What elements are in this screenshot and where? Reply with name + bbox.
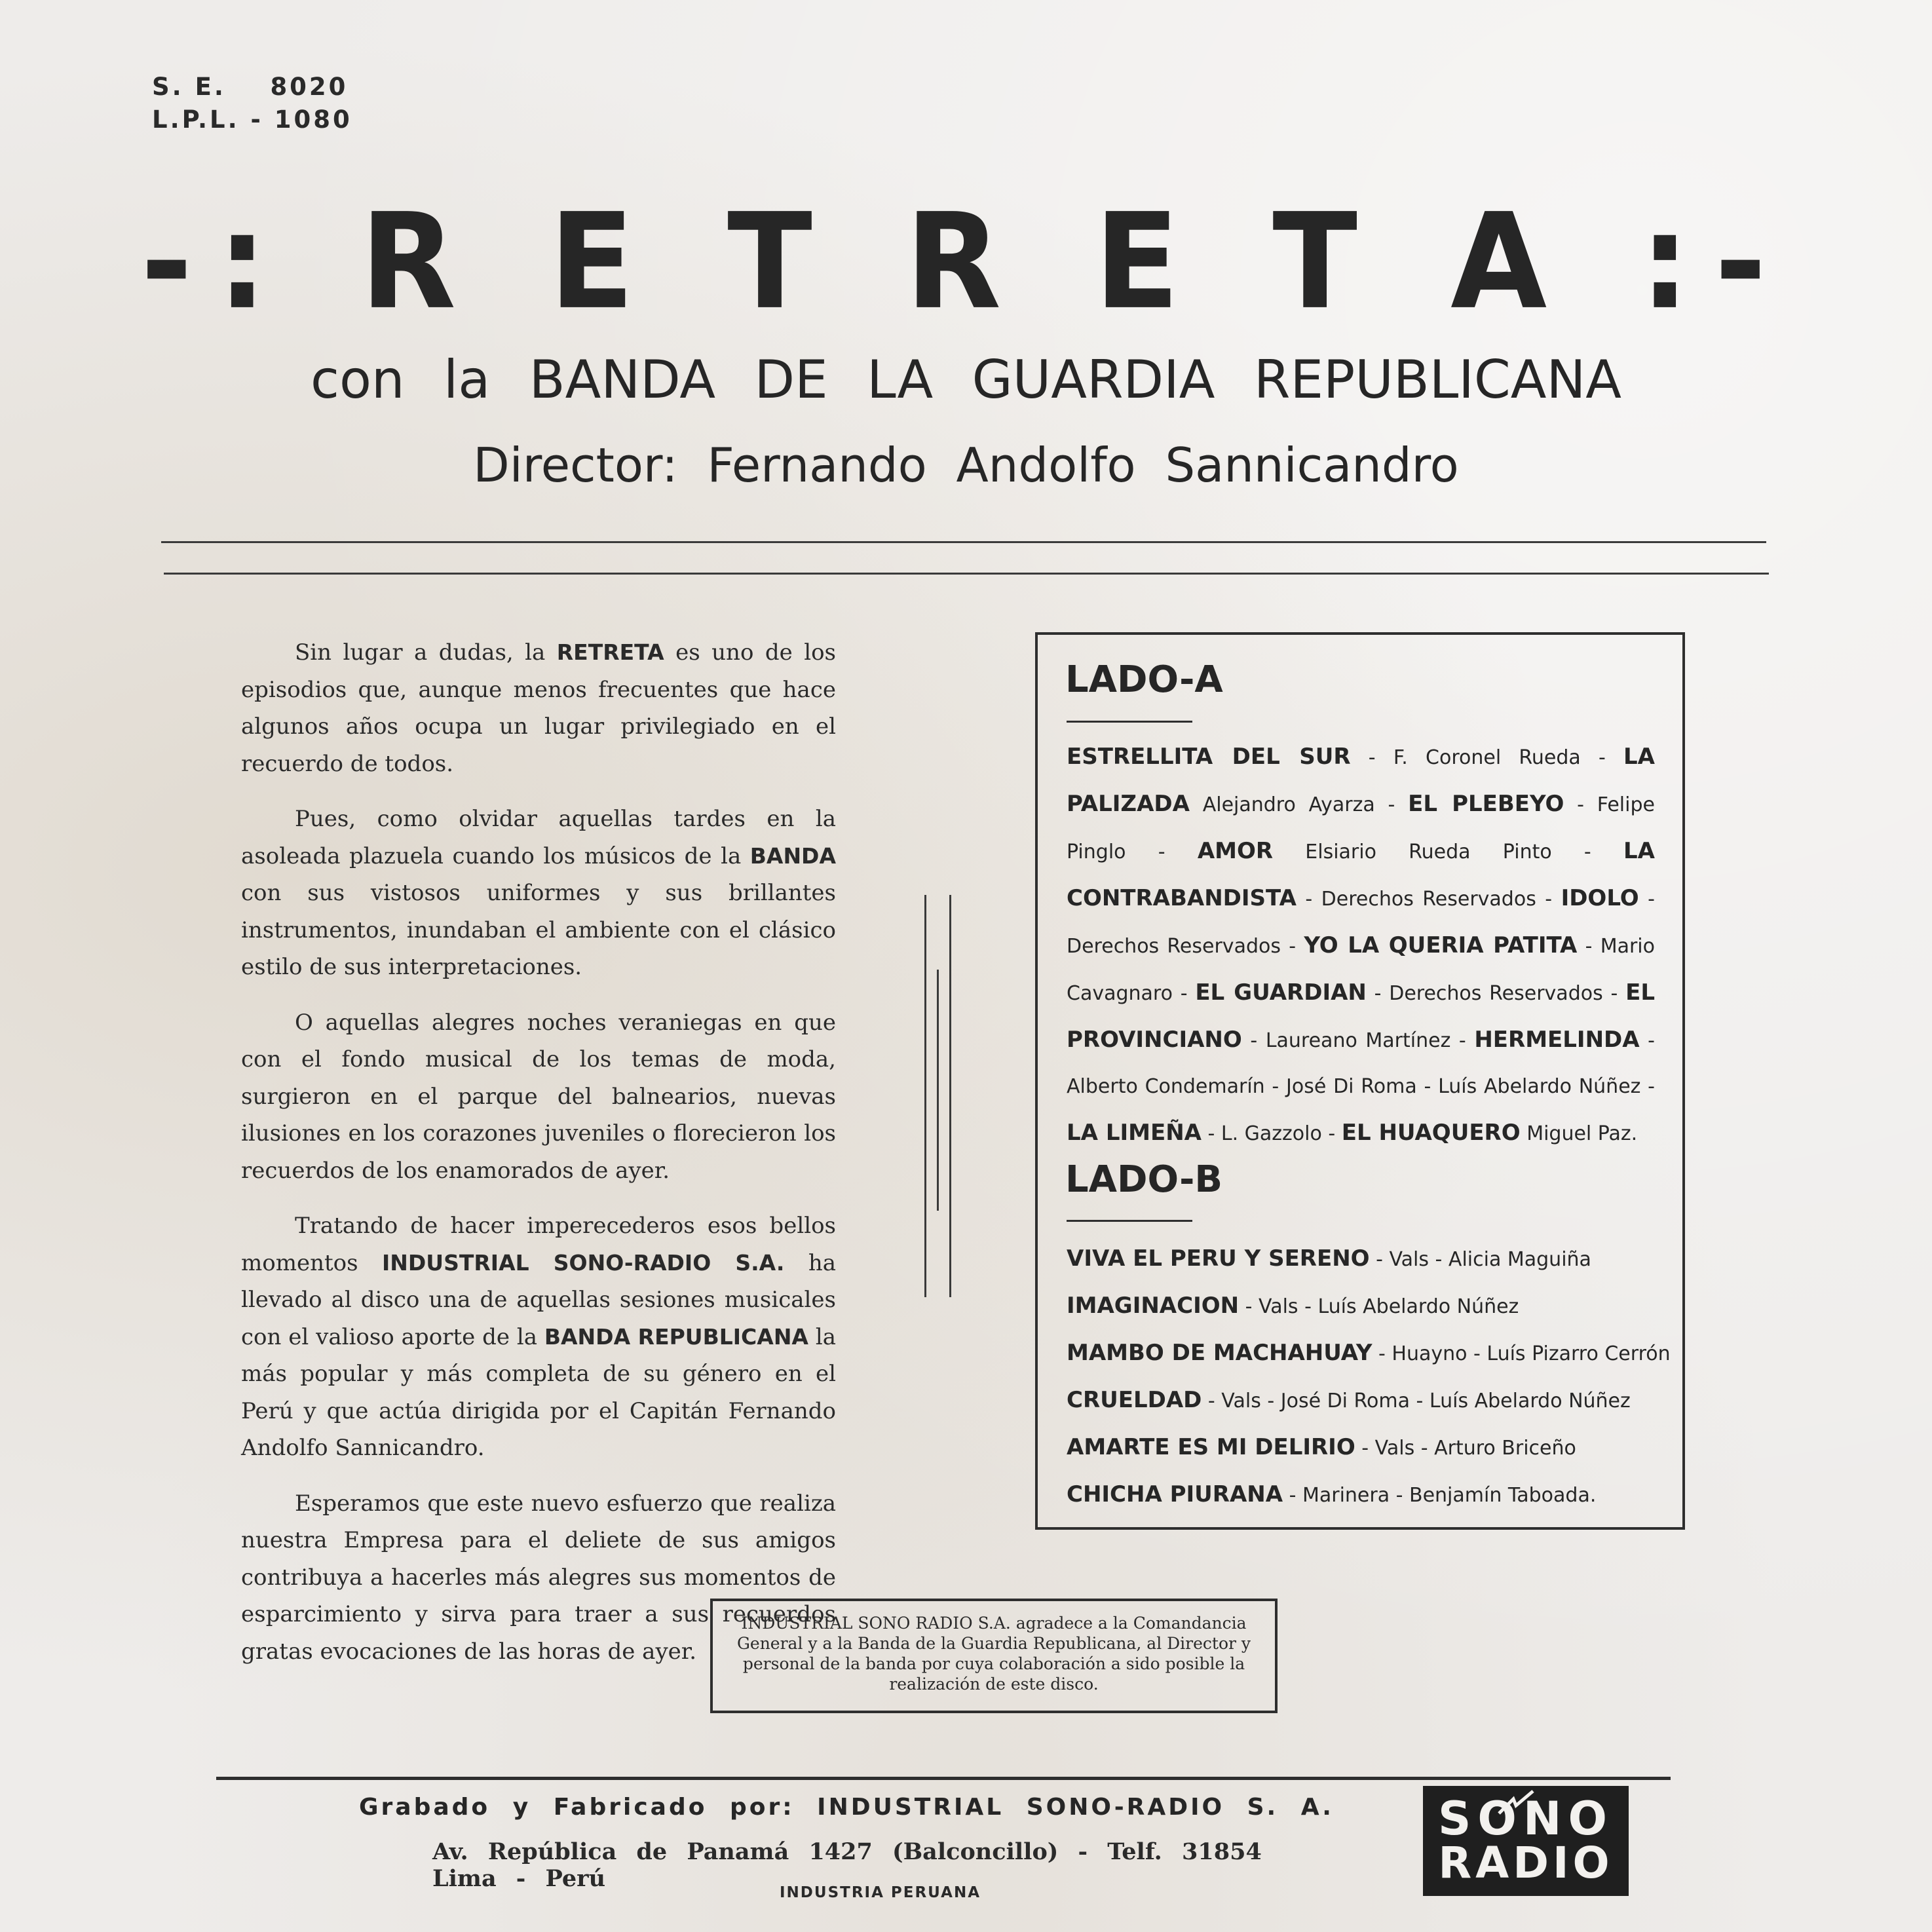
track-genre: Vals xyxy=(1221,1390,1261,1412)
track-credit: Elsiario Rueda Pinto xyxy=(1305,841,1552,863)
track-credit: Miguel Paz. xyxy=(1526,1122,1638,1145)
liner-paragraph-2: Pues, como olvidar aquellas tardes en la asoleada plazuela cuando los músicos de la BANDA con sus vistosos uniformes y sus brillantes instrumentos, inundaban el ambiente con el clásico estilo de sus interpretaciones. xyxy=(241,806,836,980)
side-a-underline xyxy=(1067,721,1192,723)
decorative-bar-left xyxy=(924,895,926,1297)
catalog-number-se: S. E. 8020 xyxy=(152,73,349,101)
track-title: CRUELDAD xyxy=(1067,1387,1202,1413)
track-credit: L. Gazzolo xyxy=(1221,1122,1322,1145)
track-genre: Vals xyxy=(1374,1437,1415,1460)
track-title: MAMBO DE MACHAHUAY xyxy=(1067,1340,1373,1366)
track-title: CHICHA PIURANA xyxy=(1067,1481,1283,1507)
track-credit: Mario Cavagnaro xyxy=(1067,935,1655,1005)
logo-text-radio: RADIO xyxy=(1438,1838,1614,1888)
track-genre: Huayno xyxy=(1392,1342,1468,1365)
album-title: -: R E T R E T A :- xyxy=(140,185,1792,339)
manufacturer-credit: Grabado y Fabricado por: INDUSTRIAL SONO-RADIO S. A. xyxy=(359,1794,1334,1821)
track-credit: F. Coronel Rueda xyxy=(1393,746,1581,769)
track-genre: Vals xyxy=(1389,1248,1430,1271)
track-credit: Luís Abelardo Núñez xyxy=(1317,1295,1519,1318)
track-genre: Vals xyxy=(1259,1295,1298,1318)
track-row: CHICHA PIURANA - Marinera - Benjamín Taboada. xyxy=(1067,1481,1597,1507)
title-divider-bottom xyxy=(164,573,1769,575)
track-title: IDOLO xyxy=(1561,885,1639,911)
liner-bold-banda: BANDA xyxy=(749,843,836,869)
track-title: EL PLEBEYO xyxy=(1408,791,1564,817)
track-credit: Alberto Condemarín - José Di Roma xyxy=(1067,1075,1417,1098)
industria-peruana-label: INDUSTRIA PERUANA xyxy=(780,1884,981,1901)
decorative-bar-middle xyxy=(937,970,939,1211)
track-credit: Felipe Pinglo xyxy=(1067,793,1655,863)
track-title: HERMELINDA xyxy=(1474,1027,1640,1053)
liner-paragraph-3: O aquellas alegres noches veraniegas en que con el fondo musical de los temas de moda, surgieron en el parque del balnearios, nuevas ilusiones en los corazones juveniles o florecieron los recuerdos de los enamorados de ayer. xyxy=(241,1009,836,1184)
catalog-numbers xyxy=(152,71,352,136)
decorative-bar-right xyxy=(949,895,951,1297)
track-title: AMOR xyxy=(1197,838,1274,864)
side-b-heading: LADO-B xyxy=(1065,1158,1223,1201)
track-title: ESTRELLITA DEL SUR xyxy=(1067,744,1351,770)
track-credit: Derechos Reservados xyxy=(1321,888,1536,911)
liner-bold-retreta: RETRETA xyxy=(556,639,664,665)
liner-paragraph-5: Esperamos que este nuevo esfuerzo que realiza nuestra Empresa para el deliete de sus amigos contribuya a hacerles más alegres sus momentos de esparcimiento y sirva para traer a sus recuerdos gratas evocaciones de las horas de ayer. xyxy=(241,1490,836,1665)
track-title: LA LIMEÑA xyxy=(1067,1120,1202,1146)
track-credit: Benjamín Taboada. xyxy=(1409,1484,1597,1507)
catalog-number-lpl: L.P.L. - 1080 xyxy=(152,105,352,134)
track-title: LA CONTRABANDISTA xyxy=(1067,838,1655,911)
title-divider-top xyxy=(161,541,1766,543)
track-title: EL HUAQUERO xyxy=(1341,1120,1521,1146)
side-a-heading: LADO-A xyxy=(1065,658,1223,701)
track-credit: José Di Roma - Luís Abelardo Núñez xyxy=(1280,1390,1631,1412)
director-line: Director: Fernando Andolfo Sannicandro xyxy=(473,438,1459,493)
track-title: LA PALIZADA xyxy=(1067,744,1655,817)
track-credit: Laureano Martínez xyxy=(1265,1029,1451,1052)
track-credit: Luís Pizarro Cerrón xyxy=(1487,1342,1671,1365)
track-title: VIVA EL PERU Y SERENO xyxy=(1067,1245,1370,1272)
acknowledgement-box: INDUSTRIAL SONO RADIO S.A. agradece a la Comandancia General y a la Banda de la Guardia Republicana, al Director y personal de la banda por cuya colaboración a sido posible la realización de este disco. xyxy=(710,1599,1278,1713)
track-row: AMARTE ES MI DELIRIO - Vals - Arturo Briceño xyxy=(1067,1434,1576,1460)
side-b-track-list xyxy=(1067,1236,1671,1519)
track-title: YO LA QUERIA PATITA xyxy=(1304,932,1578,958)
side-a-track-list: ESTRELLITA DEL SUR - F. Coronel Rueda - LA PALIZADA Alejandro Ayarza - EL PLEBEYO - Felipe Pinglo - AMOR Elsiario Rueda Pinto - LA CONTRABANDISTA - Derechos Reservados - IDOLO - Derechos Reservados - YO LA QUERIA PATITA - Mario Cavagnaro - EL GUARDIAN - Derechos Reservados - EL PROVINCIANO - Laureano Martínez - HERMELINDA - Alberto Condemarín - José Di Roma - Luís Abelardo Núñez - LA LIMEÑA - L. Gazzolo - EL HUAQUERO Miguel Paz. xyxy=(1067,744,1655,1146)
track-title: IMAGINACION xyxy=(1067,1293,1240,1319)
track-credit: Alejandro Ayarza xyxy=(1202,793,1375,816)
track-title: EL PROVINCIANO xyxy=(1067,979,1655,1053)
album-subtitle: con la BANDA DE LA GUARDIA REPUBLICANA xyxy=(310,349,1622,410)
track-row: IMAGINACION - Vals - Luís Abelardo Núñez xyxy=(1067,1293,1519,1319)
track-title: EL GUARDIAN xyxy=(1195,979,1367,1006)
track-row: VIVA EL PERU Y SERENO - Vals - Alicia Maguiña xyxy=(1067,1245,1591,1272)
track-credit: Arturo Briceño xyxy=(1434,1437,1576,1460)
liner-notes xyxy=(241,634,836,1688)
liner-paragraph-1: Sin lugar a dudas, la RETRETA es uno de los episodios que, aunque menos frecuentes que hace algunos años ocupa un lugar privilegiado en el recuerdo de todos. xyxy=(241,639,836,777)
liner-bold-company: INDUSTRIAL SONO-RADIO S.A. xyxy=(382,1249,785,1276)
track-credit: Luís Abelardo Núñez xyxy=(1438,1075,1641,1098)
track-row: MAMBO DE MACHAHUAY - Huayno - Luís Pizarro Cerrón xyxy=(1067,1340,1671,1366)
liner-paragraph-4: Tratando de hacer imperecederos esos bellos momentos INDUSTRIAL SONO-RADIO S.A. ha llevado al disco una de aquellas sesiones musicales con el valioso aporte de la BANDA REPUBLICANA la más popular y más completa de su género en el Perú y que actúa dirigida por el Capitán Fernando Andolfo Sannicandro. xyxy=(241,1213,837,1461)
footer-divider xyxy=(216,1777,1671,1780)
logo-text-sono: SONO xyxy=(1437,1792,1614,1846)
track-credit: Derechos Reservados xyxy=(1389,982,1603,1005)
track-credit: Derechos Reservados xyxy=(1067,935,1281,958)
track-genre: Marinera xyxy=(1302,1484,1390,1507)
track-credit: Alicia Maguiña xyxy=(1448,1248,1591,1271)
manufacturer-address: Av. República de Panamá 1427 (Balconcillo) - Telf. 31854 Lima - Perú xyxy=(432,1838,1262,1892)
track-row: CRUELDAD - Vals - José Di Roma - Luís Abelardo Núñez xyxy=(1067,1387,1631,1413)
track-title: AMARTE ES MI DELIRIO xyxy=(1067,1434,1355,1460)
side-b-underline xyxy=(1067,1220,1192,1222)
sono-radio-logo xyxy=(1423,1786,1629,1896)
liner-bold-banda-republicana: BANDA REPUBLICANA xyxy=(544,1323,808,1350)
